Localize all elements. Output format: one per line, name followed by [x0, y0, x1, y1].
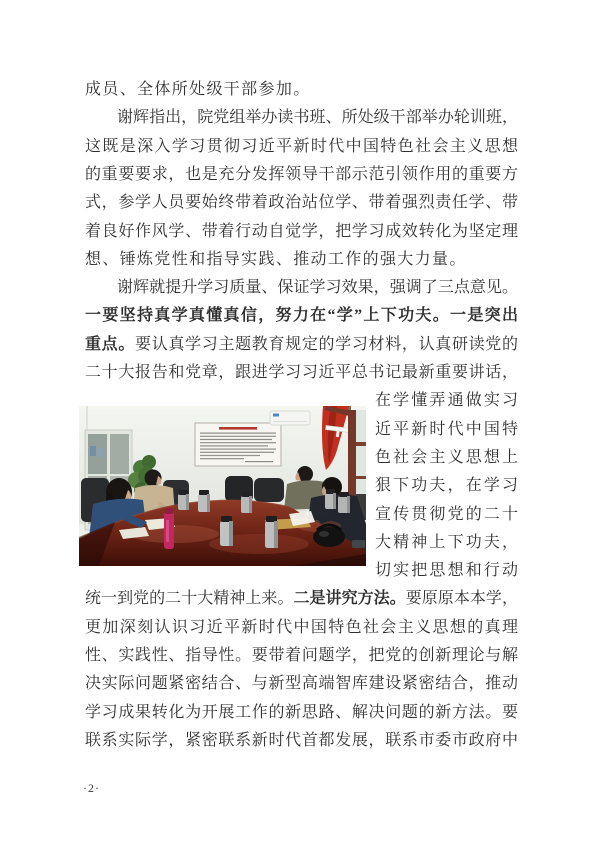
text-line	[85, 76, 518, 104]
text-line	[85, 670, 518, 698]
text-run: 学习成果转化为开展工作的新思路、解决问题的新方法。要	[85, 703, 518, 721]
text-run: 要原原本本学，	[405, 590, 518, 608]
text-run: 统一到党的二十大精神上来。	[85, 590, 294, 608]
emphasis-text-run: 二是讲究方法。	[293, 590, 406, 608]
text-line	[85, 302, 518, 330]
photo-pink-bottle	[164, 508, 174, 549]
text-line	[375, 416, 518, 444]
text-line	[85, 585, 518, 613]
text-line	[85, 218, 518, 246]
text-line	[375, 529, 518, 557]
text-line	[375, 444, 518, 472]
text-run: 谢辉就提升学习质量、保证学习效果，强调了三点意见。	[117, 279, 518, 297]
text-line	[85, 189, 518, 217]
text-run: 决实际问题紧密结合、与新型高端智库建设紧密结合，推动	[85, 675, 518, 693]
text-run: 谢辉指出，院党组举办读书班、所处级干部举办轮训班，	[117, 109, 518, 127]
text-run: 大精神上下功夫，	[375, 533, 518, 551]
text-run: 切实把思想和行动	[375, 562, 518, 580]
emphasis-text-run: 一要坚持真学真懂真信，努力在“学”上下功夫。一是突出	[85, 307, 518, 325]
text-run: 更加深刻认识习近平新时代中国特色社会主义思想的真理	[85, 618, 518, 636]
text-line	[85, 359, 518, 387]
text-run: 式，参学人员要始终带着政治站位学、带着强烈责任学、带	[85, 194, 518, 212]
text-run: 成员、全体所处级干部参加。	[85, 81, 311, 98]
text-line	[85, 246, 518, 274]
text-line	[85, 614, 518, 642]
photo-air-conditioner	[270, 411, 310, 425]
text-line	[85, 727, 518, 755]
text-line	[375, 557, 518, 585]
text-line	[85, 104, 518, 132]
text-line	[375, 472, 518, 500]
text-line	[85, 699, 518, 727]
text-run: 色社会主义思想上	[375, 448, 518, 466]
text-run: 要认真学习主题教育规定的学习材料，认真研读党的	[135, 335, 518, 353]
photo-notice-board	[195, 423, 281, 466]
text-run: 狠下功夫，在学习	[375, 477, 518, 495]
text-line	[85, 161, 518, 189]
text-run: 着良好作风学、带着行动自觉学，把学习成效转化为坚定理	[85, 222, 518, 240]
page-number: ·2·	[83, 781, 100, 795]
text-line	[85, 133, 518, 161]
text-line	[375, 501, 518, 529]
text-line	[375, 387, 518, 415]
text-run: 想、锤炼党性和指导实践、推动工作的强大力量。	[85, 250, 467, 268]
text-line	[85, 642, 518, 670]
text-run: 的重要要求，也是充分发挥领导干部示范引领作用的重要方	[85, 165, 518, 183]
text-run: 二十大报告和党章，跟进学习习近平总书记最新重要讲话，	[85, 364, 518, 381]
text-line	[85, 331, 518, 359]
text-run: 这既是深入学习贯彻习近平新时代中国特色社会主义思想	[85, 137, 518, 155]
text-run: 宣传贯彻党的二十	[375, 505, 518, 523]
emphasis-text-run: 重点。	[85, 335, 136, 353]
text-run: 在学懂弄通做实习	[375, 392, 518, 410]
text-line	[85, 274, 518, 302]
text-run: 联系实际学，紧密联系新时代首都发展，联系市委市政府中	[85, 731, 518, 749]
text-run: 近平新时代中国特	[375, 420, 518, 438]
text-run: 性、实践性、指导性。要带着问题学，把党的创新理论与解	[85, 647, 518, 664]
meeting-photo	[79, 406, 366, 566]
